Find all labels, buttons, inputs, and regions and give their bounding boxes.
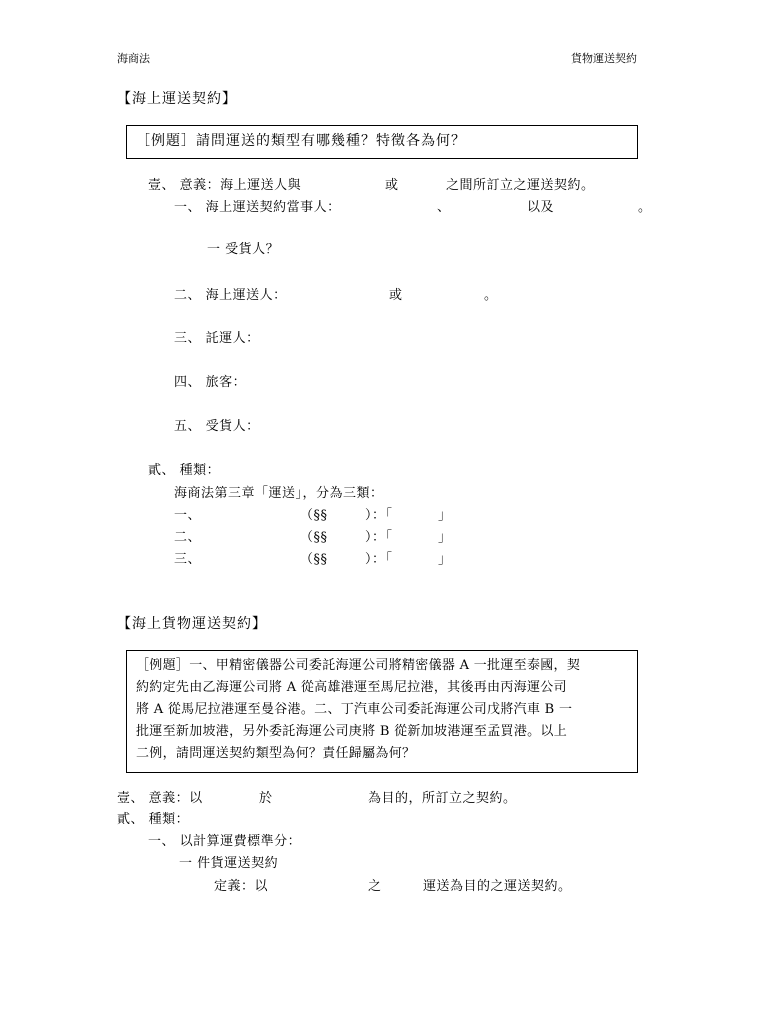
type-row-number: 二、 [174,530,202,545]
consignee-label: 五、 受貨人： [174,419,260,434]
example-line: 約約定先由乙海運公司將 A 從高雄港運至馬尼拉港，其後再由丙海運公司 [136,680,567,695]
consignee-question: 一 受貨人？ [207,242,280,257]
example-box [126,650,638,773]
type-row-colon: ）：「 [365,508,393,523]
type-row-number: 三、 [174,552,202,567]
example-question: ［例題］請問運送的類型有哪幾種？特徵各為何？ [136,133,466,149]
carrier-or: 或 [389,288,403,303]
meaning-at: 於 [259,791,273,806]
example-line: 批運至新加坡港，另外委託海運公司庚將 B 從新加坡港運至孟買港。以上 [136,724,568,739]
carrier-label: 二、 海上運送人： [174,288,287,303]
type-row-close: 」 [438,508,452,523]
meaning-label: 壹、 意義：以 [117,791,203,806]
parties-end: 。 [638,200,652,215]
example-line: ［例題］一、甲精密儀器公司委託海運公司將精密儀器 A 一批運至泰國，契 [136,658,581,673]
type-row-number: 一、 [174,508,202,523]
definition-tail: 運送為目的之運送契約。 [423,879,572,894]
type-row-reference: （§§ [300,508,328,523]
parties-separator: 、 [437,200,451,215]
type-row-close: 」 [438,530,452,545]
parties-and: 以及 [527,200,555,215]
carrier-end: 。 [484,288,498,303]
type-row-reference: （§§ [300,552,328,567]
types-label: 貳、 種類： [148,463,221,478]
types-label: 貳、 種類： [117,812,190,827]
meaning-or: 或 [385,178,399,193]
parties-label: 一、 海上運送契約當事人： [174,200,341,215]
section-title: 【海上貨物運送契約】 [117,616,267,632]
type-row-reference: （§§ [300,530,328,545]
type-row-close: 」 [438,552,452,567]
example-line: 將 A 從馬尼拉港運至曼谷港。二、丁汽車公司委託海運公司戊將汽車 B 一 [136,702,573,717]
type-row-colon: ）：「 [365,552,393,567]
shipper-label: 三、 託運人： [174,331,260,346]
type-row-colon: ）：「 [365,530,393,545]
meaning-tail: 為目的，所訂立之契約。 [368,791,517,806]
definition-label: 定義：以 [214,879,269,894]
header-right: 貨物運送契約 [571,52,637,65]
definition-of: 之 [368,879,382,894]
types-basis: 一、 以計算運費標準分： [148,834,302,849]
meaning-tail: 之間所訂立之運送契約。 [446,178,595,193]
passenger-label: 四、 旅客： [174,375,247,390]
meaning-label: 壹、 意義：海上運送人與 [148,178,302,193]
types-item: 一 件貨運送契約 [179,856,279,871]
example-box [126,125,638,159]
section-title: 【海上運送契約】 [117,91,237,107]
header-left: 海商法 [117,52,150,65]
types-intro: 海商法第三章「運送」，分為三類： [174,486,384,501]
example-line: 二例，請問運送契約類型為何？責任歸屬為何？ [136,746,416,761]
